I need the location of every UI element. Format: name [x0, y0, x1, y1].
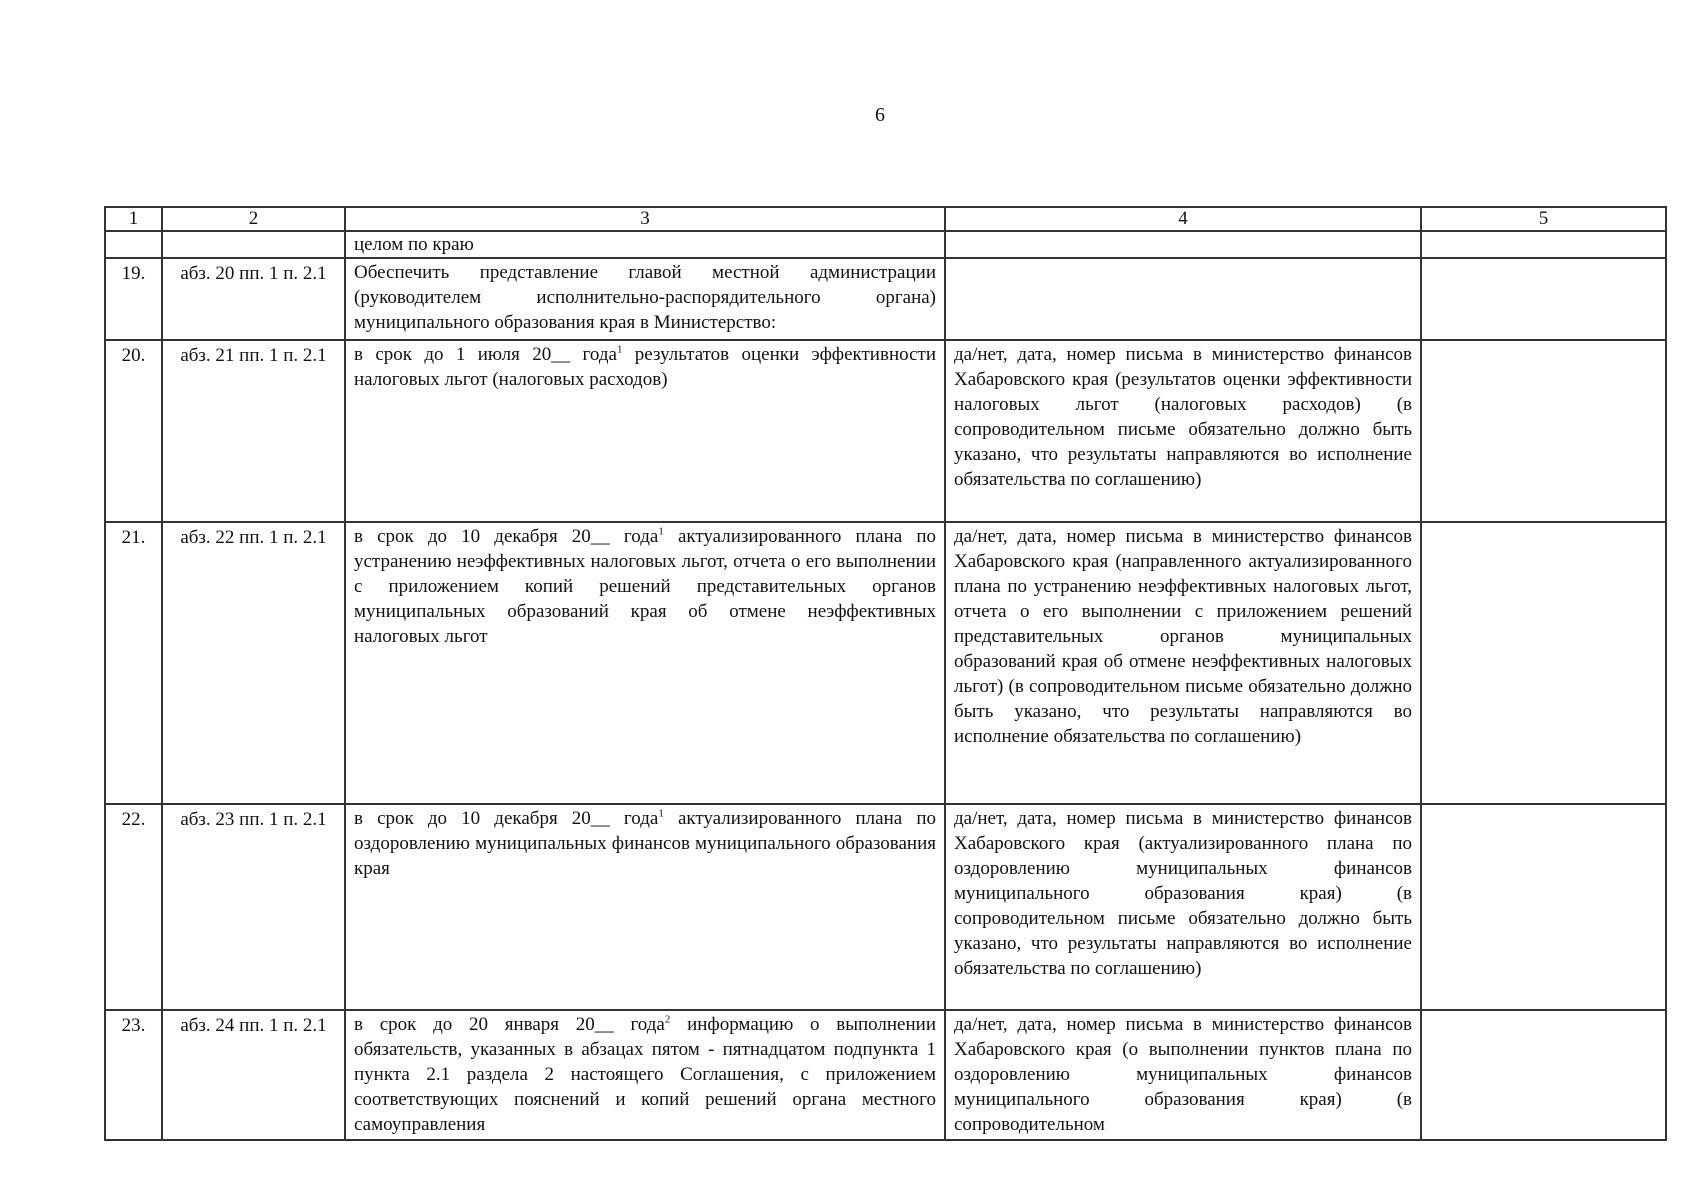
header-col-1: 1: [105, 207, 162, 231]
obligation-text-end: информацию о выполнении обязательств, указанных в абзацах пятом - пятнадцатом подпункта 1 пункта 2.1 раздела 2 настоящего Соглашения, с приложением соответствующих пояснений и копий решений органа местного самоуправления: [354, 1014, 936, 1135]
table-row: [105, 804, 1666, 1010]
obligation-text-end: актуализированного плана по оздоровлению муниципальных финансов муниципального образования края: [354, 808, 936, 879]
cell-ref: абз. 21 пп. 1 п. 2.1: [162, 340, 345, 522]
cell-note: [1421, 231, 1666, 258]
cell-note: [1421, 340, 1666, 522]
cell-num: 22.: [105, 804, 162, 1010]
cell-note: [1421, 1010, 1666, 1140]
table-row: [105, 522, 1666, 804]
cell-ref: абз. 22 пп. 1 п. 2.1: [162, 522, 345, 804]
cell-obligation: [345, 804, 945, 1010]
cell-obligation: [345, 340, 945, 522]
footnote-marker: 1: [658, 525, 664, 538]
table-row: [105, 258, 1666, 340]
header-col-2: 2: [162, 207, 345, 231]
cell-num: 20.: [105, 340, 162, 522]
cell-ref: абз. 20 пп. 1 п. 2.1: [162, 258, 345, 340]
footnote-marker: 2: [664, 1013, 671, 1026]
footnote-marker: 1: [616, 343, 623, 356]
table-header-row: [105, 207, 1666, 231]
table-row: [105, 1010, 1666, 1140]
header-col-4: 4: [945, 207, 1421, 231]
cell-indicator: да/нет, дата, номер письма в министерство финансов Хабаровского края (направленного актуализированного плана по устранению неэффективных налоговых льгот, отчета о его выполнении с приложением решений представительных органов муниципальных образований края об отмене неэффективных налоговых льгот) (в сопроводительном письме обязательно должно быть указано, что результаты направляются во исполнение обязательства по соглашению): [945, 522, 1421, 804]
obligations-table: [104, 206, 1667, 1141]
obligation-text-start: в срок до 10 декабря 20__ года: [354, 526, 659, 547]
cell-indicator: да/нет, дата, номер письма в министерство финансов Хабаровского края (о выполнении пунктов плана по оздоровлению муниципальных финансов муниципального образования края) (в сопроводительном: [945, 1010, 1421, 1140]
cell-obligation: [345, 522, 945, 804]
header-col-3: 3: [345, 207, 945, 231]
cell-indicator: да/нет, дата, номер письма в министерство финансов Хабаровского края (актуализированного плана по оздоровлению муниципальных финансов муниципального образования края) (в сопроводительном письме обязательно должно быть указано, что результаты направляются во исполнение обязательства по соглашению): [945, 804, 1421, 1010]
table-row: [105, 340, 1666, 522]
cell-indicator: да/нет, дата, номер письма в министерство финансов Хабаровского края (результатов оценки эффективности налоговых льгот (налоговых расходов) (в сопроводительном письме обязательно должно быть указано, что результаты направляются во исполнение обязательства по соглашению): [945, 340, 1421, 522]
obligation-text-start: в срок до 1 июля 20__ года: [354, 344, 617, 365]
table-row-continuation: [105, 231, 1666, 258]
page-number: 6: [875, 104, 885, 126]
cell-num: 19.: [105, 258, 162, 340]
obligation-text-end: актуализированного плана по устранению неэффективных налоговых льгот, отчета о его выполнении с приложением копий решений представительных органов муниципальных образований края об отмене неэффективных налоговых льгот: [354, 526, 936, 647]
obligation-text-start: в срок до 20 января 20__ года: [354, 1014, 665, 1035]
cell-num: 21.: [105, 522, 162, 804]
cell-num: [105, 231, 162, 258]
cell-note: [1421, 804, 1666, 1010]
cell-ref: абз. 23 пп. 1 п. 2.1: [162, 804, 345, 1010]
header-col-5: 5: [1421, 207, 1666, 231]
cell-num: 23.: [105, 1010, 162, 1140]
cell-obligation: Обеспечить представление главой местной администрации (руководителем исполнительно-распорядительного органа) муниципального образования края в Министерство:: [345, 258, 945, 340]
footnote-marker: 1: [658, 807, 664, 820]
cell-note: [1421, 258, 1666, 340]
cell-indicator: [945, 231, 1421, 258]
cell-ref: [162, 231, 345, 258]
cell-ref: абз. 24 пп. 1 п. 2.1: [162, 1010, 345, 1140]
cell-obligation: [345, 1010, 945, 1140]
obligation-text-start: в срок до 10 декабря 20__ года: [354, 808, 659, 829]
cell-note: [1421, 522, 1666, 804]
obligation-text-end: результатов оценки эффективности налоговых льгот (налоговых расходов): [354, 344, 936, 390]
cell-indicator: [945, 258, 1421, 340]
cell-obligation: целом по краю: [345, 231, 945, 258]
